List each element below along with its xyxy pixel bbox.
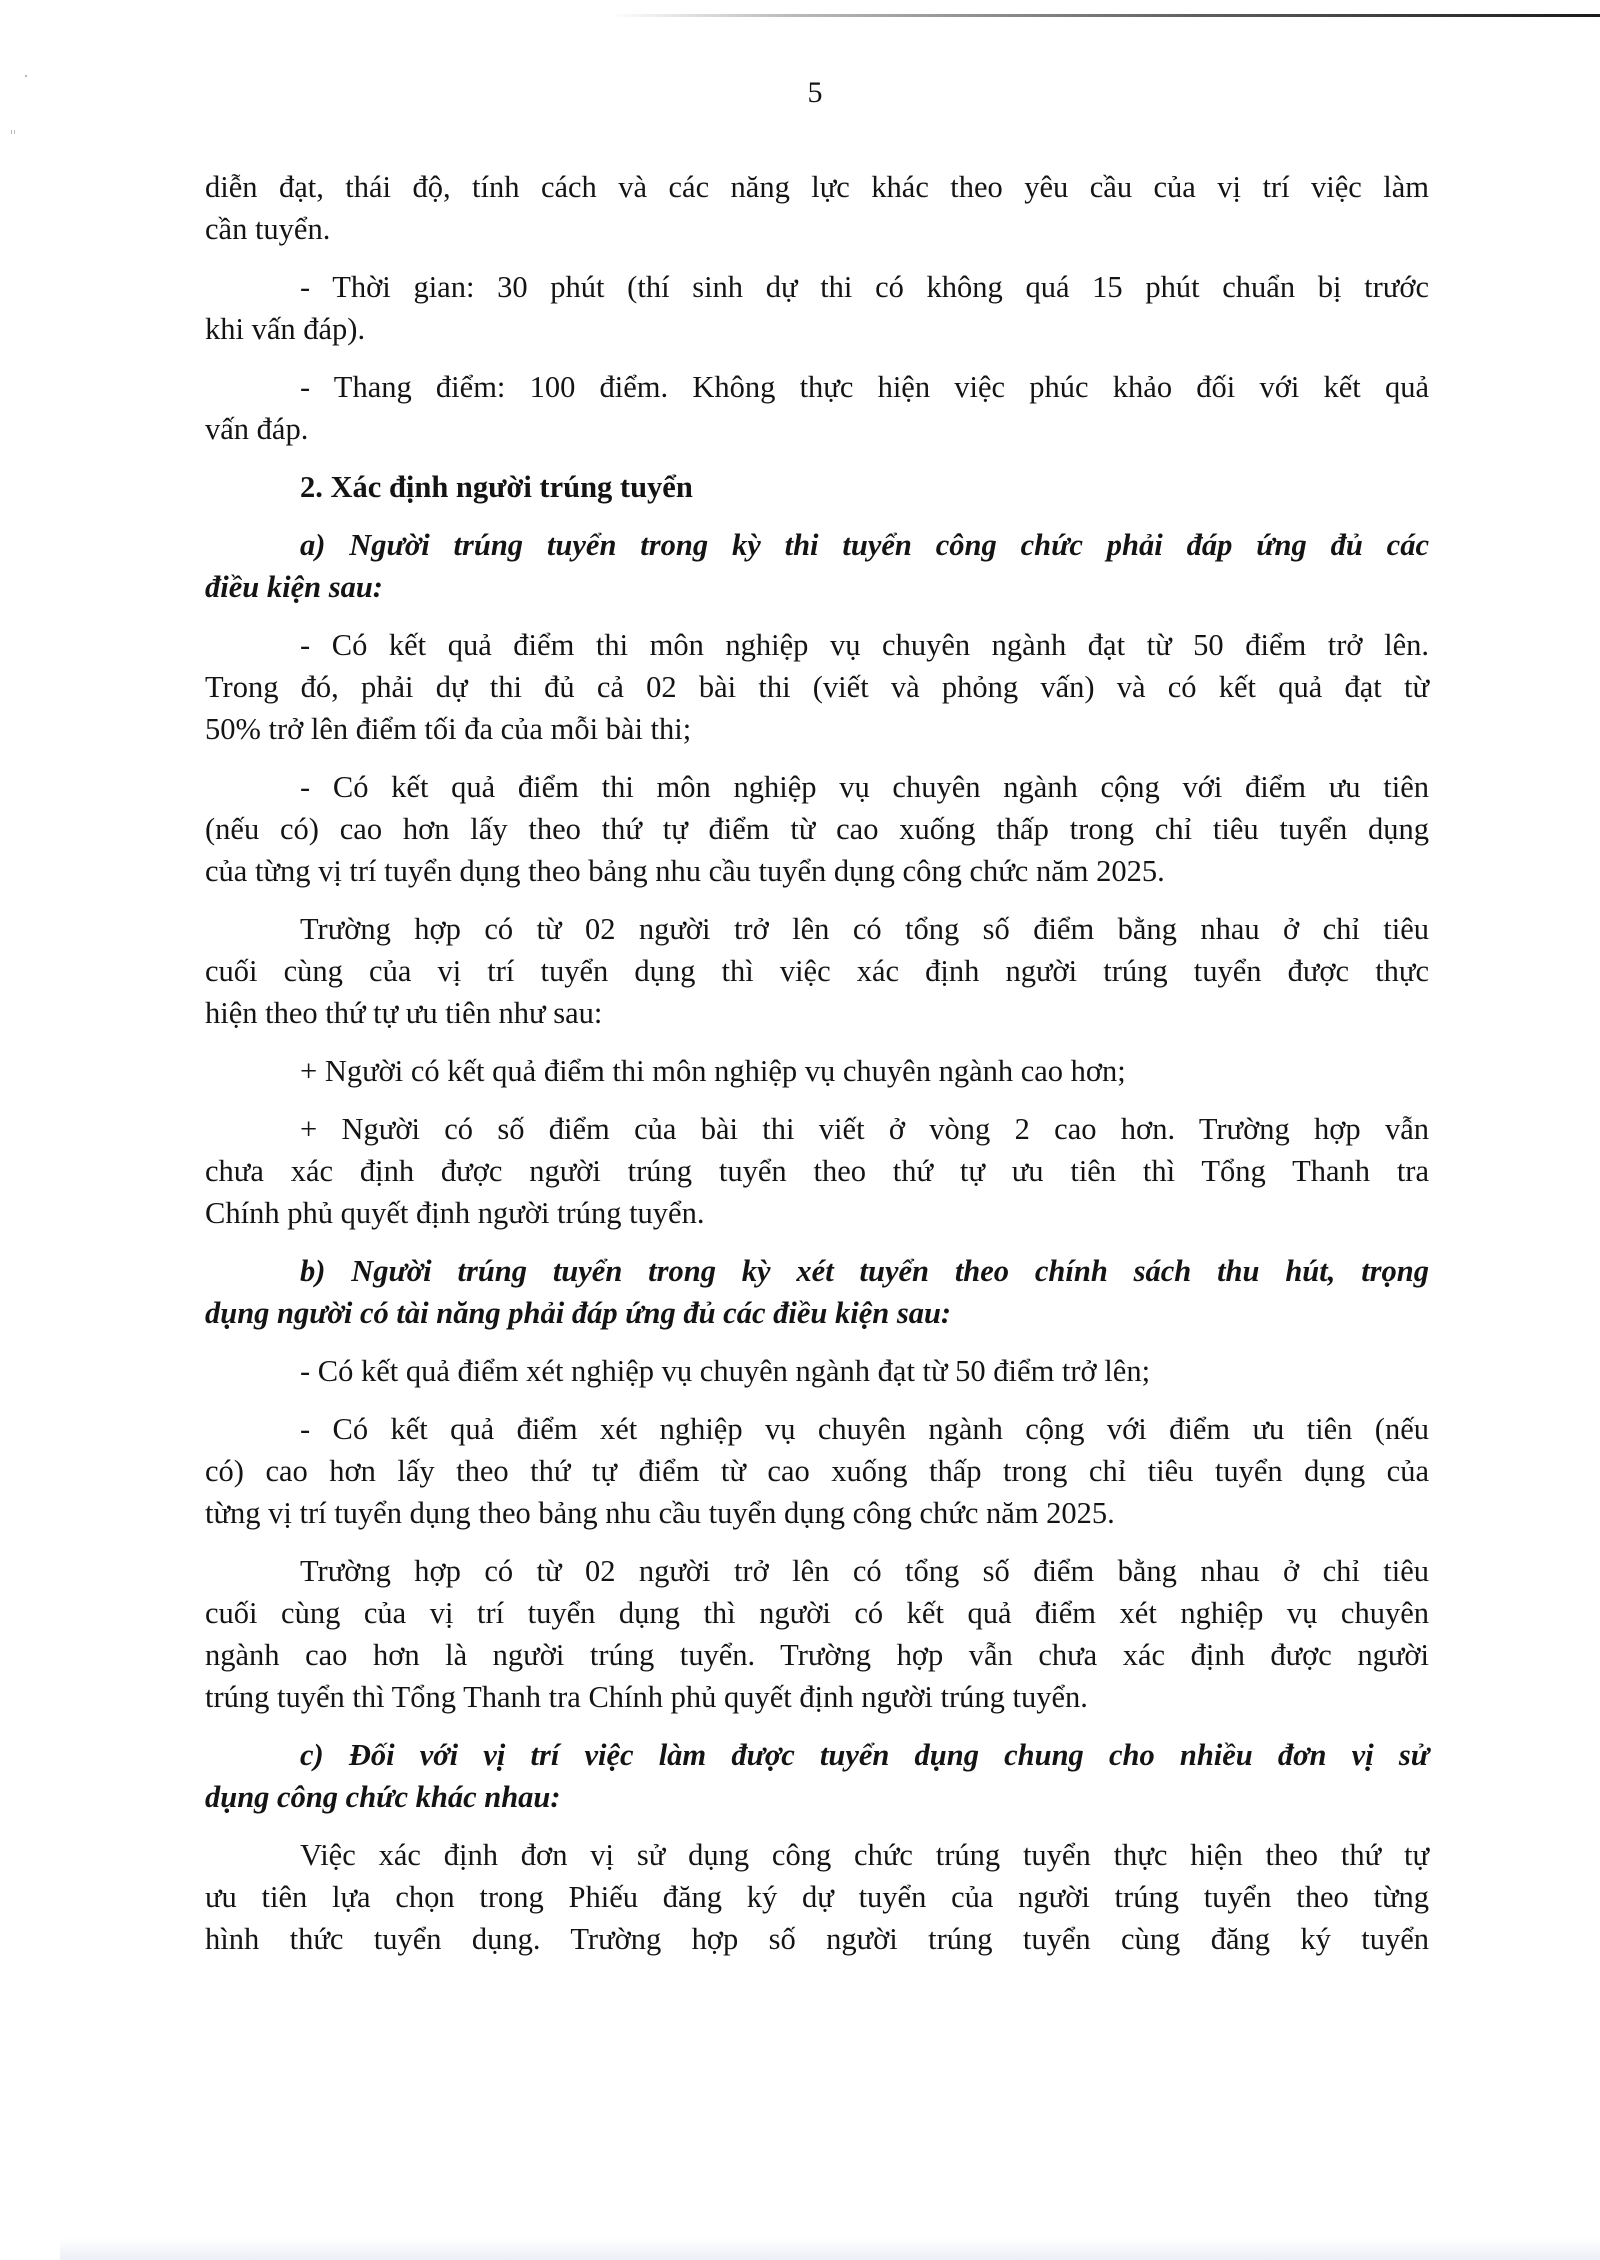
paragraph bbox=[205, 1050, 1429, 1092]
text-line: - Có kết quả điểm xét nghiệp vụ chuyên ngành cộng với điểm ưu tiên (nếu bbox=[300, 1412, 1429, 1446]
text-line: dụng công chức khác nhau: bbox=[205, 1780, 561, 1814]
text-line: trúng tuyển thì Tổng Thanh tra Chính phủ quyết định người trúng tuyển. bbox=[205, 1680, 1088, 1714]
scan-top-edge-line bbox=[610, 14, 1600, 17]
text-line: 50% trở lên điểm tối đa của mỗi bài thi; bbox=[205, 712, 692, 746]
text-line: Việc xác định đơn vị sử dụng công chức trúng tuyển thực hiện theo thứ tự bbox=[300, 1838, 1429, 1872]
paragraph bbox=[205, 1550, 1429, 1718]
text-line: - Thời gian: 30 phút (thí sinh dự thi có không quá 15 phút chuẩn bị trước bbox=[300, 270, 1429, 304]
text-line: diễn đạt, thái độ, tính cách và các năng lực khác theo yêu cầu của vị trí việc làm bbox=[205, 170, 1429, 204]
text-line: cuối cùng của vị trí tuyển dụng thì người có kết quả điểm xét nghiệp vụ chuyên bbox=[205, 1596, 1429, 1630]
page-number: 5 bbox=[807, 76, 823, 109]
text-line: cuối cùng của vị trí tuyển dụng thì việc xác định người trúng tuyển được thực bbox=[205, 954, 1429, 988]
text-line: của từng vị trí tuyển dụng theo bảng nhu cầu tuyển dụng công chức năm 2025. bbox=[205, 854, 1165, 888]
text-line: c) Đối với vị trí việc làm được tuyển dụng chung cho nhiều đơn vị sử bbox=[300, 1738, 1429, 1772]
text-line: - Có kết quả điểm thi môn nghiệp vụ chuyên ngành cộng với điểm ưu tiên bbox=[300, 770, 1429, 804]
paragraph bbox=[205, 366, 1429, 450]
scan-bottom-edge bbox=[60, 2238, 1600, 2260]
text-line: dụng người có tài năng phải đáp ứng đủ các điều kiện sau: bbox=[205, 1296, 952, 1330]
text-line: hình thức tuyển dụng. Trường hợp số người trúng tuyển cùng đăng ký tuyển bbox=[205, 1922, 1429, 1956]
subsection-heading bbox=[205, 1734, 1429, 1818]
scan-speck bbox=[11, 130, 12, 134]
text-line: (nếu có) cao hơn lấy theo thứ tự điểm từ cao xuống thấp trong chỉ tiêu tuyển dụng bbox=[205, 812, 1429, 846]
text-line: khi vấn đáp). bbox=[205, 312, 366, 346]
section-heading bbox=[205, 466, 1429, 508]
subsection-heading bbox=[205, 1250, 1429, 1334]
paragraph bbox=[205, 166, 1429, 250]
text-line: b) Người trúng tuyển trong kỳ xét tuyển theo chính sách thu hút, trọng bbox=[300, 1254, 1429, 1288]
paragraph bbox=[205, 908, 1429, 1034]
text-line: có) cao hơn lấy theo thứ tự điểm từ cao xuống thấp trong chỉ tiêu tuyển dụng của bbox=[205, 1454, 1429, 1488]
text-line: + Người có kết quả điểm thi môn nghiệp vụ chuyên ngành cao hơn; bbox=[300, 1054, 1126, 1088]
text-line: - Có kết quả điểm thi môn nghiệp vụ chuyên ngành đạt từ 50 điểm trở lên. bbox=[300, 628, 1429, 662]
scan-speck bbox=[14, 130, 15, 134]
paragraph bbox=[205, 766, 1429, 892]
text-line: + Người có số điểm của bài thi viết ở vòng 2 cao hơn. Trường hợp vẫn bbox=[300, 1112, 1429, 1146]
text-line: 2. Xác định người trúng tuyển bbox=[300, 470, 693, 504]
text-line: Trường hợp có từ 02 người trở lên có tổng số điểm bằng nhau ở chỉ tiêu bbox=[300, 1554, 1429, 1588]
text-line: a) Người trúng tuyển trong kỳ thi tuyển công chức phải đáp ứng đủ các bbox=[300, 528, 1429, 562]
paragraph bbox=[205, 1350, 1429, 1392]
text-line: ưu tiên lựa chọn trong Phiếu đăng ký dự tuyển của người trúng tuyển theo từng bbox=[205, 1880, 1429, 1914]
document-body bbox=[205, 166, 1429, 1976]
paragraph bbox=[205, 266, 1429, 350]
text-line: cần tuyển. bbox=[205, 212, 331, 246]
text-line: từng vị trí tuyển dụng theo bảng nhu cầu tuyển dụng công chức năm 2025. bbox=[205, 1496, 1115, 1530]
paragraph bbox=[205, 1408, 1429, 1534]
text-line: điều kiện sau: bbox=[205, 570, 383, 604]
paragraph bbox=[205, 1834, 1429, 1960]
text-line: Trường hợp có từ 02 người trở lên có tổng số điểm bằng nhau ở chỉ tiêu bbox=[300, 912, 1429, 946]
subsection-heading bbox=[205, 524, 1429, 608]
text-line: ngành cao hơn là người trúng tuyển. Trường hợp vẫn chưa xác định được người bbox=[205, 1638, 1429, 1672]
text-line: Trong đó, phải dự thi đủ cả 02 bài thi (viết và phỏng vấn) và có kết quả đạt từ bbox=[205, 670, 1429, 704]
text-line: vấn đáp. bbox=[205, 412, 309, 446]
text-line: hiện theo thứ tự ưu tiên như sau: bbox=[205, 996, 603, 1030]
text-line: - Có kết quả điểm xét nghiệp vụ chuyên ngành đạt từ 50 điểm trở lên; bbox=[300, 1354, 1151, 1388]
text-line: chưa xác định được người trúng tuyển theo thứ tự ưu tiên thì Tổng Thanh tra bbox=[205, 1154, 1429, 1188]
text-line: Chính phủ quyết định người trúng tuyển. bbox=[205, 1196, 705, 1230]
text-line: - Thang điểm: 100 điểm. Không thực hiện việc phúc khảo đối với kết quả bbox=[300, 370, 1429, 404]
paragraph bbox=[205, 624, 1429, 750]
paragraph bbox=[205, 1108, 1429, 1234]
